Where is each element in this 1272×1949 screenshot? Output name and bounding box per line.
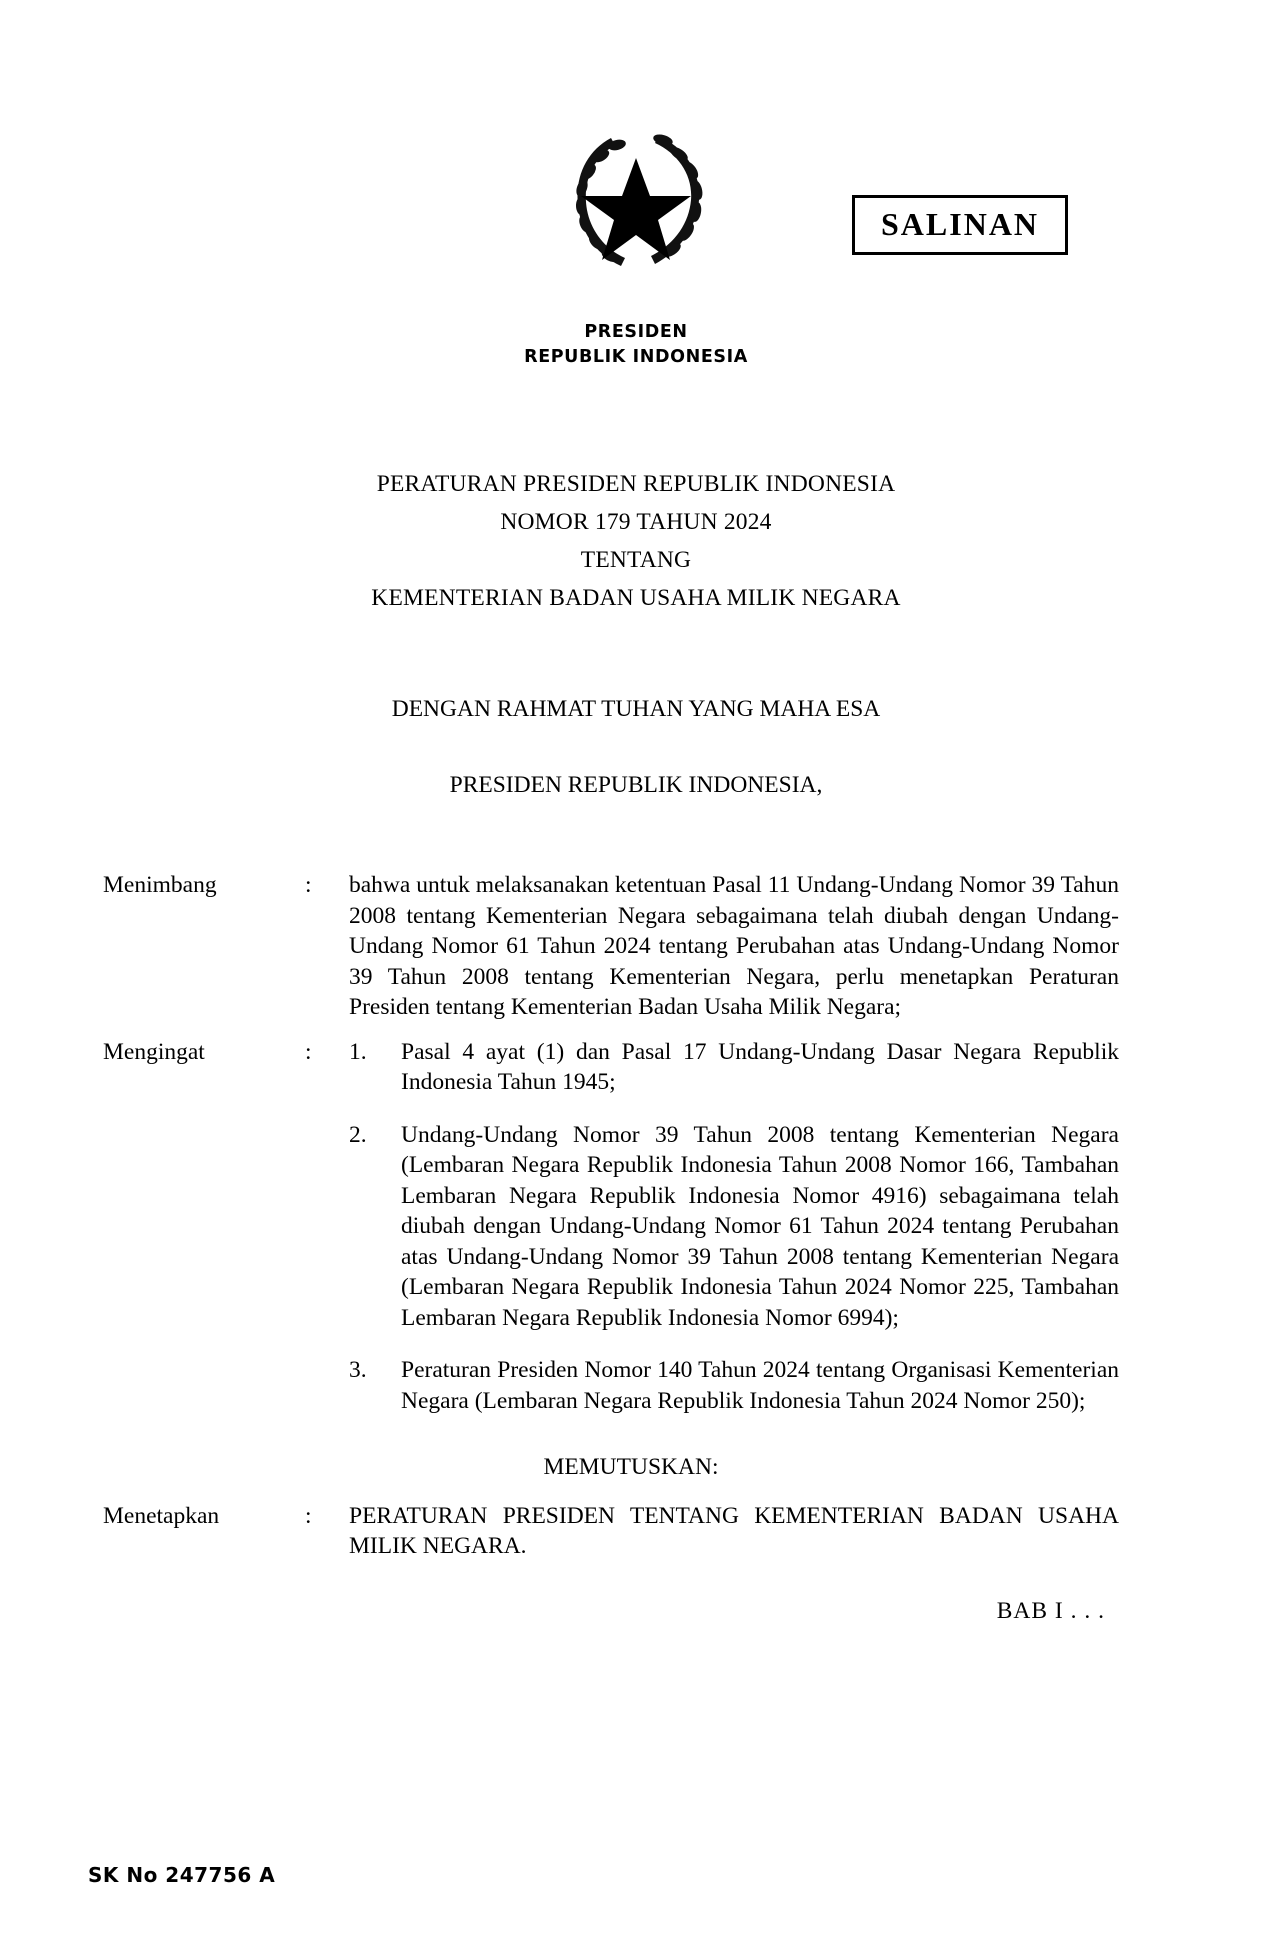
menimbang-section: [103, 870, 1119, 1023]
institution-line-1: PRESIDEN: [584, 322, 688, 342]
mengingat-label: Mengingat: [103, 1038, 205, 1065]
menimbang-colon: :: [305, 872, 312, 898]
title-line-3: TENTANG: [580, 547, 692, 573]
preamble-block: [0, 690, 1272, 804]
menetapkan-text: PERATURAN PRESIDEN TENTANG KEMENTERIAN BADAN USAHA MILIK NEGARA.: [349, 1502, 1119, 1559]
continuation-marker: BAB I . . .: [996, 1597, 1105, 1624]
list-item: [349, 1037, 1119, 1098]
list-item-number: 3.: [349, 1357, 367, 1383]
document-body: [103, 870, 1119, 1626]
menetapkan-label: Menetapkan: [103, 1502, 220, 1529]
mengingat-colon: :: [305, 1038, 312, 1065]
authority-line: PRESIDEN REPUBLIK INDONESIA,: [449, 772, 823, 798]
menetapkan-section: [103, 1501, 1119, 1562]
list-item-text: Undang-Undang Nomor 39 Tahun 2008 tentang Kementerian Negara (Lembaran Negara Republik Indonesia Tahun 2008 Nomor 166, Tambahan Lembaran Negara Republik Indonesia Nomor 4916) sebagaimana telah diubah dengan Undang-Undang Nomor 61 Tahun 2024 tentang Perubahan atas Undang-Undang Nomor 39 Tahun 2008 tentang Kementerian Negara (Lembaran Negara Republik Indonesia Tahun 2024 Nomor 225, Tambahan Lembaran Negara Republik Indonesia Nomor 6994);: [401, 1121, 1119, 1331]
mengingat-section: [103, 1037, 1119, 1439]
document-code: SK No 247756 A: [88, 1863, 276, 1887]
mengingat-list: [349, 1037, 1119, 1439]
institution-label: [0, 320, 1272, 370]
garuda-star-emblem: [551, 120, 721, 285]
title-line-4: KEMENTERIAN BADAN USAHA MILIK NEGARA: [371, 585, 901, 611]
institution-line-2: REPUBLIK INDONESIA: [524, 347, 748, 367]
spacer: [0, 728, 1272, 766]
emblem-container: [0, 120, 1272, 290]
menetapkan-colon: :: [305, 1502, 312, 1529]
salinan-stamp: SALINAN: [852, 195, 1068, 255]
menimbang-text: bahwa untuk melaksanakan ketentuan Pasal 11 Undang-Undang Nomor 39 Tahun 2008 tentang Kementerian Negara sebagaimana telah diubah dengan Undang-Undang Nomor 61 Tahun 2024 tentang Perubahan atas Undang-Undang Nomor 39 Tahun 2008 tentang Kementerian Negara, perlu menetapkan Peraturan Presiden tentang Kementerian Badan Usaha Milik Negara;: [349, 872, 1119, 1020]
document-title: [0, 465, 1272, 617]
list-item: [349, 1355, 1119, 1416]
list-item-number: 1.: [349, 1038, 367, 1065]
list-item-number: 2.: [349, 1121, 367, 1148]
title-line-1: PERATURAN PRESIDEN REPUBLIK INDONESIA: [376, 471, 896, 497]
list-item-text: Peraturan Presiden Nomor 140 Tahun 2024 tentang Organisasi Kementerian Negara (Lembaran Negara Republik Indonesia Tahun 2024 Nomor 250);: [401, 1357, 1119, 1414]
list-item: [349, 1120, 1119, 1334]
blessing-line: DENGAN RAHMAT TUHAN YANG MAHA ESA: [391, 696, 881, 722]
title-line-2: NOMOR 179 TAHUN 2024: [500, 509, 772, 535]
memutuskan-heading: MEMUTUSKAN:: [543, 1454, 719, 1480]
list-item-text: Pasal 4 ayat (1) dan Pasal 17 Undang-Undang Dasar Negara Republik Indonesia Tahun 1945;: [401, 1038, 1119, 1095]
menimbang-label: Menimbang: [103, 872, 217, 898]
